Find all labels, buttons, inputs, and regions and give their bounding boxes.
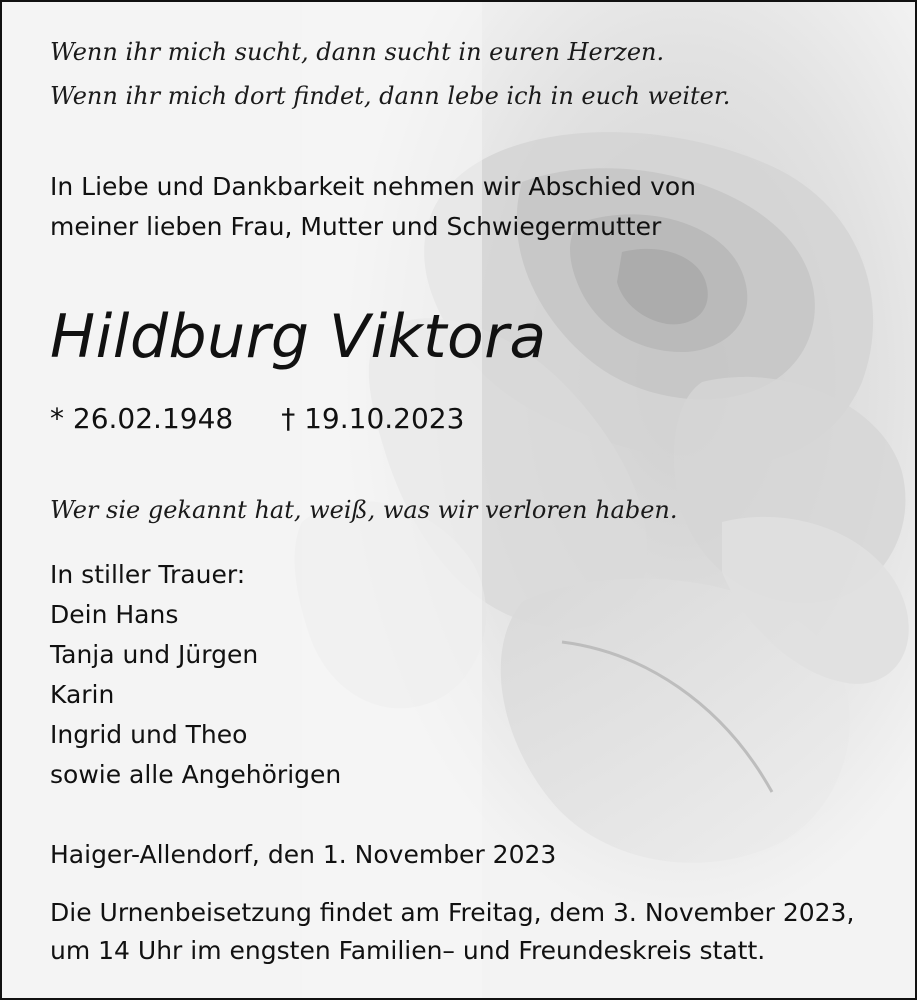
birth-date: * 26.02.1948 [50, 402, 234, 435]
intro-line-1: In Liebe und Dankbarkeit nehmen wir Abschied von [50, 172, 697, 201]
mourners-heading: In stiller Trauer: [50, 560, 246, 589]
motto-line-1: Wenn ihr mich sucht, dann sucht in euren Herzen. [50, 38, 665, 66]
mourner-item: Karin [50, 680, 115, 709]
intro-line-2: meiner lieben Frau, Mutter und Schwiegermutter [50, 212, 662, 241]
place-and-date: Haiger-Allendorf, den 1. November 2023 [50, 840, 557, 869]
mourner-item: Ingrid und Theo [50, 720, 248, 749]
deceased-name: Hildburg Viktora [50, 302, 547, 372]
notice-text [2, 2, 915, 998]
motto-line-2: Wenn ihr mich dort findet, dann lebe ich in euch weiter. [50, 82, 731, 110]
funeral-info-line-2: um 14 Uhr im engsten Familien– und Freundeskreis statt. [50, 936, 766, 965]
life-dates [50, 402, 464, 435]
mourner-item: Dein Hans [50, 600, 179, 629]
funeral-info-line-1: Die Urnenbeisetzung findet am Freitag, dem 3. November 2023, [50, 898, 855, 927]
mourner-item: sowie alle Angehörigen [50, 760, 342, 789]
remembrance-quote: Wer sie gekannt hat, weiß, was wir verloren haben. [50, 496, 678, 524]
death-date: † 19.10.2023 [281, 402, 465, 435]
mourner-item: Tanja und Jürgen [50, 640, 259, 669]
